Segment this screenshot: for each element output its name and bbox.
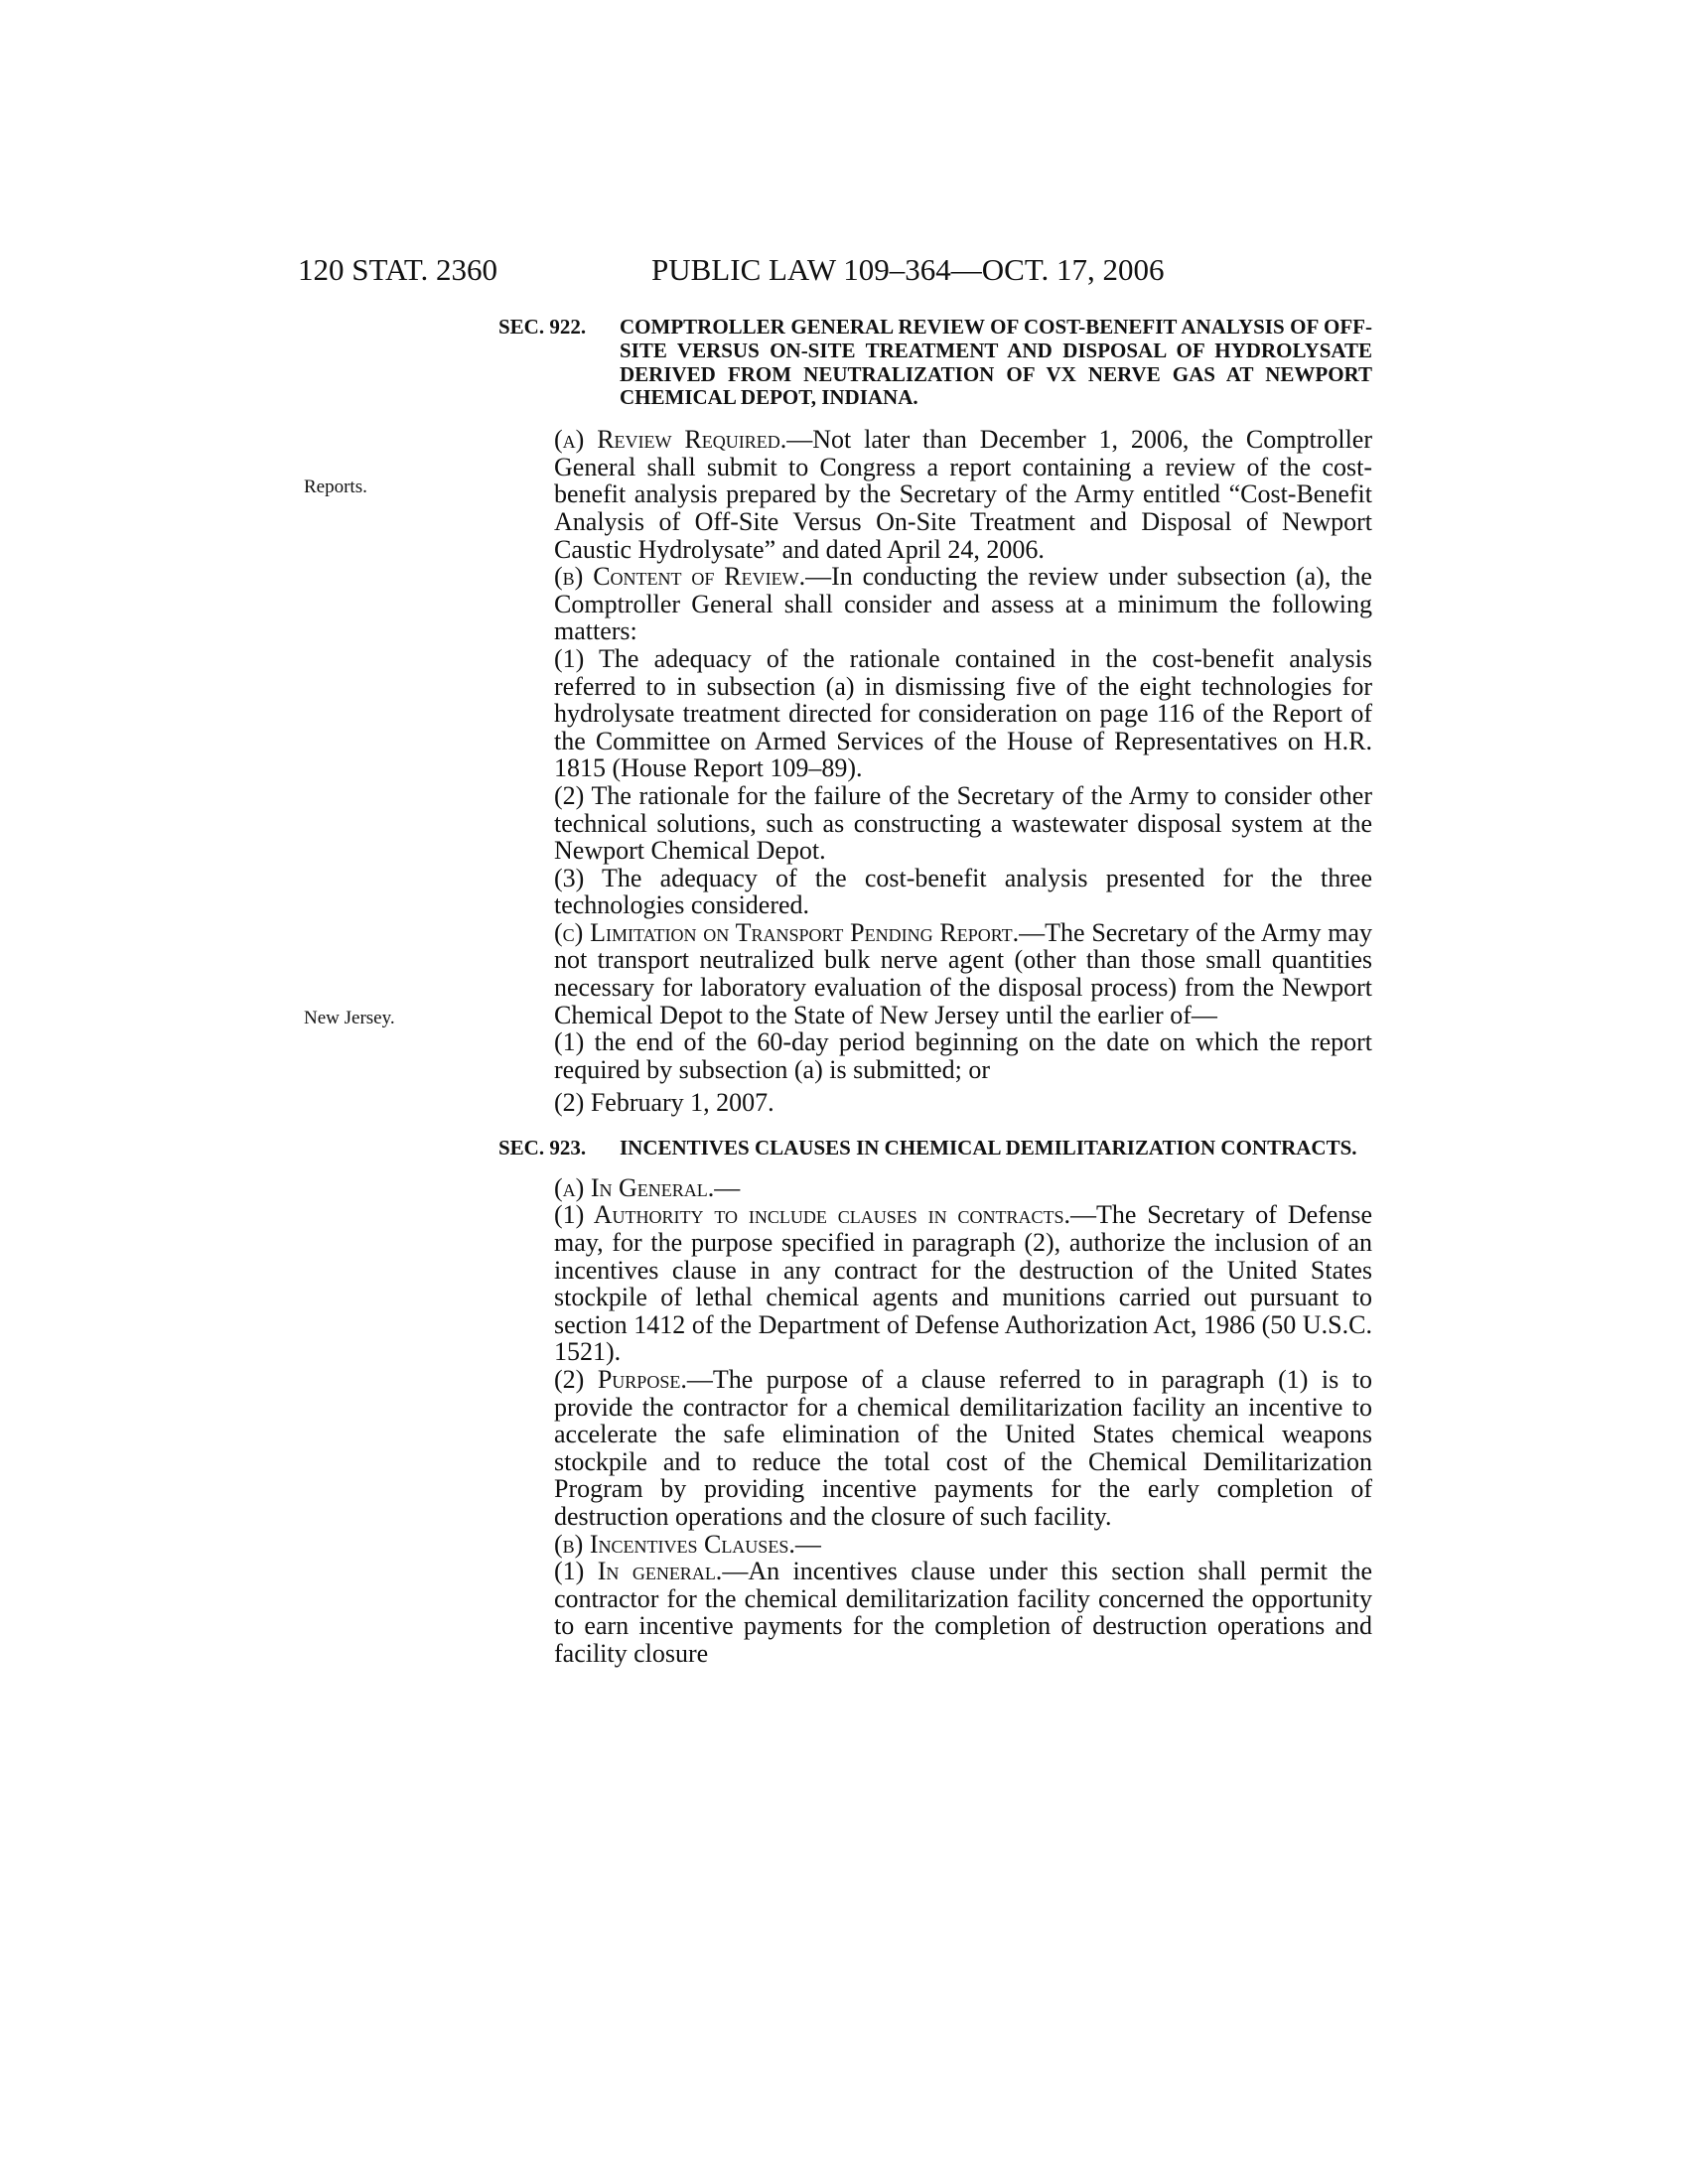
- document-body: [498, 316, 1372, 1668]
- sec922-b-paragraph-3: [498, 865, 1372, 919]
- section-922-heading: [498, 316, 1372, 410]
- sec923-a-paragraph-1: [498, 1201, 1372, 1366]
- subsection-heading: (a) In General.: [554, 1172, 715, 1202]
- subsection-text: —The Secretary of the Army may not transport neutralized bulk nerve agent (other than those small quantities necessary for laboratory evaluation of the disposal process) from the Newport Chemical Depot to the State of New Jersey until the earlier of—: [554, 917, 1372, 1029]
- sec922-subsection-a: [498, 426, 1372, 563]
- sec922-subsection-b: [498, 563, 1372, 645]
- paragraph-heading: (1) In general.: [554, 1557, 723, 1586]
- paragraph-text: (3) The adequacy of the cost-benefit analysis presented for the three technologies considered.: [554, 863, 1372, 920]
- subsection-text: —Not later than December 1, 2006, the Comptroller General shall submit to Congress a report containing a review of the cost-benefit analysis prepared by the Secretary of the Army entitled “Cost-Benefit Analysis of Off-Site Versus On-Site Treatment and Disposal of Newport Caustic Hydrolysate” and dated April 24, 2006.: [554, 425, 1372, 564]
- sec923-b-paragraph-1: [498, 1558, 1372, 1667]
- sec922-c-paragraph-2: [498, 1089, 1372, 1117]
- sec923-a-paragraph-2: [498, 1366, 1372, 1531]
- subsection-heading: (c) Limitation on Transport Pending Report.: [554, 917, 1020, 947]
- sec922-c-paragraph-1: [498, 1028, 1372, 1083]
- subsection-text: —In conducting the review under subsection (a), the Comptroller General shall consider and assess at a minimum the following matters:: [554, 562, 1372, 646]
- page-header: [298, 252, 1390, 292]
- section-title: COMPTROLLER GENERAL REVIEW OF COST-BENEFIT ANALYSIS OF OFF-SITE VERSUS ON-SITE TREATMENT AND DISPOSAL OF HYDROLYSATE DERIVED FROM NEUTRALIZATION OF VX NERVE GAS AT NEWPORT CHEMICAL DEPOT, INDIANA.: [620, 315, 1372, 410]
- section-number: SEC. 922.: [498, 315, 587, 339]
- paragraph-text: —The Secretary of Defense may, for the purpose specified in paragraph (2), authorize the inclusion of an incentives clause in any contract for the destruction of the United States stockpile of lethal chemical agents and munitions carried out pursuant to section 1412 of the Department of Defense Authorization Act, 1986 (50 U.S.C. 1521).: [554, 1200, 1372, 1367]
- paragraph-text: (1) the end of the 60-day period beginning on the date on which the report required by subsection (a) is submitted; or: [554, 1027, 1372, 1084]
- subsection-heading: (b) Incentives Clauses.: [554, 1529, 795, 1559]
- heading-dash: —: [794, 1529, 821, 1559]
- paragraph-text: —An incentives clause under this section shall permit the contractor for the chemical demilitarization facility concerned the opportunity to earn incentive payments for the completion of destruction operations and facility closure: [554, 1557, 1372, 1668]
- sec923-subsection-b: [498, 1531, 1372, 1559]
- paragraph-text: (1) The adequacy of the rationale contained in the cost-benefit analysis referred to in subsection (a) in dismissing five of the eight technologies for hydrolysate treatment directed for consideration on page 116 of the Report of the Committee on Armed Services of the House of Representatives on H.R. 1815 (House Report 109–89).: [554, 643, 1372, 783]
- margin-note-reports: Reports.: [304, 477, 367, 497]
- section-number: SEC. 923.: [498, 1136, 587, 1160]
- subsection-heading: (b) Content of Review.: [554, 562, 806, 592]
- section-923-heading: [498, 1137, 1372, 1160]
- sec922-b-paragraph-1: [498, 645, 1372, 782]
- paragraph-text: (2) February 1, 2007.: [554, 1088, 774, 1118]
- sec922-subsection-c: [498, 919, 1372, 1028]
- subsection-heading: (a) Review Required.: [554, 425, 787, 455]
- section-title: INCENTIVES CLAUSES IN CHEMICAL DEMILITARIZATION CONTRACTS.: [620, 1136, 1357, 1160]
- statute-page-number: 120 STAT. 2360: [298, 252, 498, 287]
- sec922-b-paragraph-2: [498, 782, 1372, 865]
- paragraph-text: (2) The rationale for the failure of the Secretary of the Army to consider other technical solutions, such as constructing a wastewater disposal system at the Newport Chemical Depot.: [554, 780, 1372, 866]
- heading-dash: —: [714, 1172, 741, 1202]
- paragraph-text: —The purpose of a clause referred to in paragraph (1) is to provide the contractor for a chemical demilitarization facility an incentive to accelerate the safe elimination of the United States chemical weapons stockpile and to reduce the total cost of the Chemical Demilitarization Program by providing incentive payments for the early completion of destruction operations and the closure of such facility.: [554, 1364, 1373, 1531]
- paragraph-heading: (2) Purpose.: [554, 1364, 687, 1394]
- margin-note-new-jersey: New Jersey.: [304, 1008, 395, 1028]
- public-law-citation: PUBLIC LAW 109–364—OCT. 17, 2006: [651, 252, 1165, 287]
- sec923-subsection-a: [498, 1174, 1372, 1202]
- paragraph-heading: (1) Authority to include clauses in contracts.: [554, 1200, 1070, 1230]
